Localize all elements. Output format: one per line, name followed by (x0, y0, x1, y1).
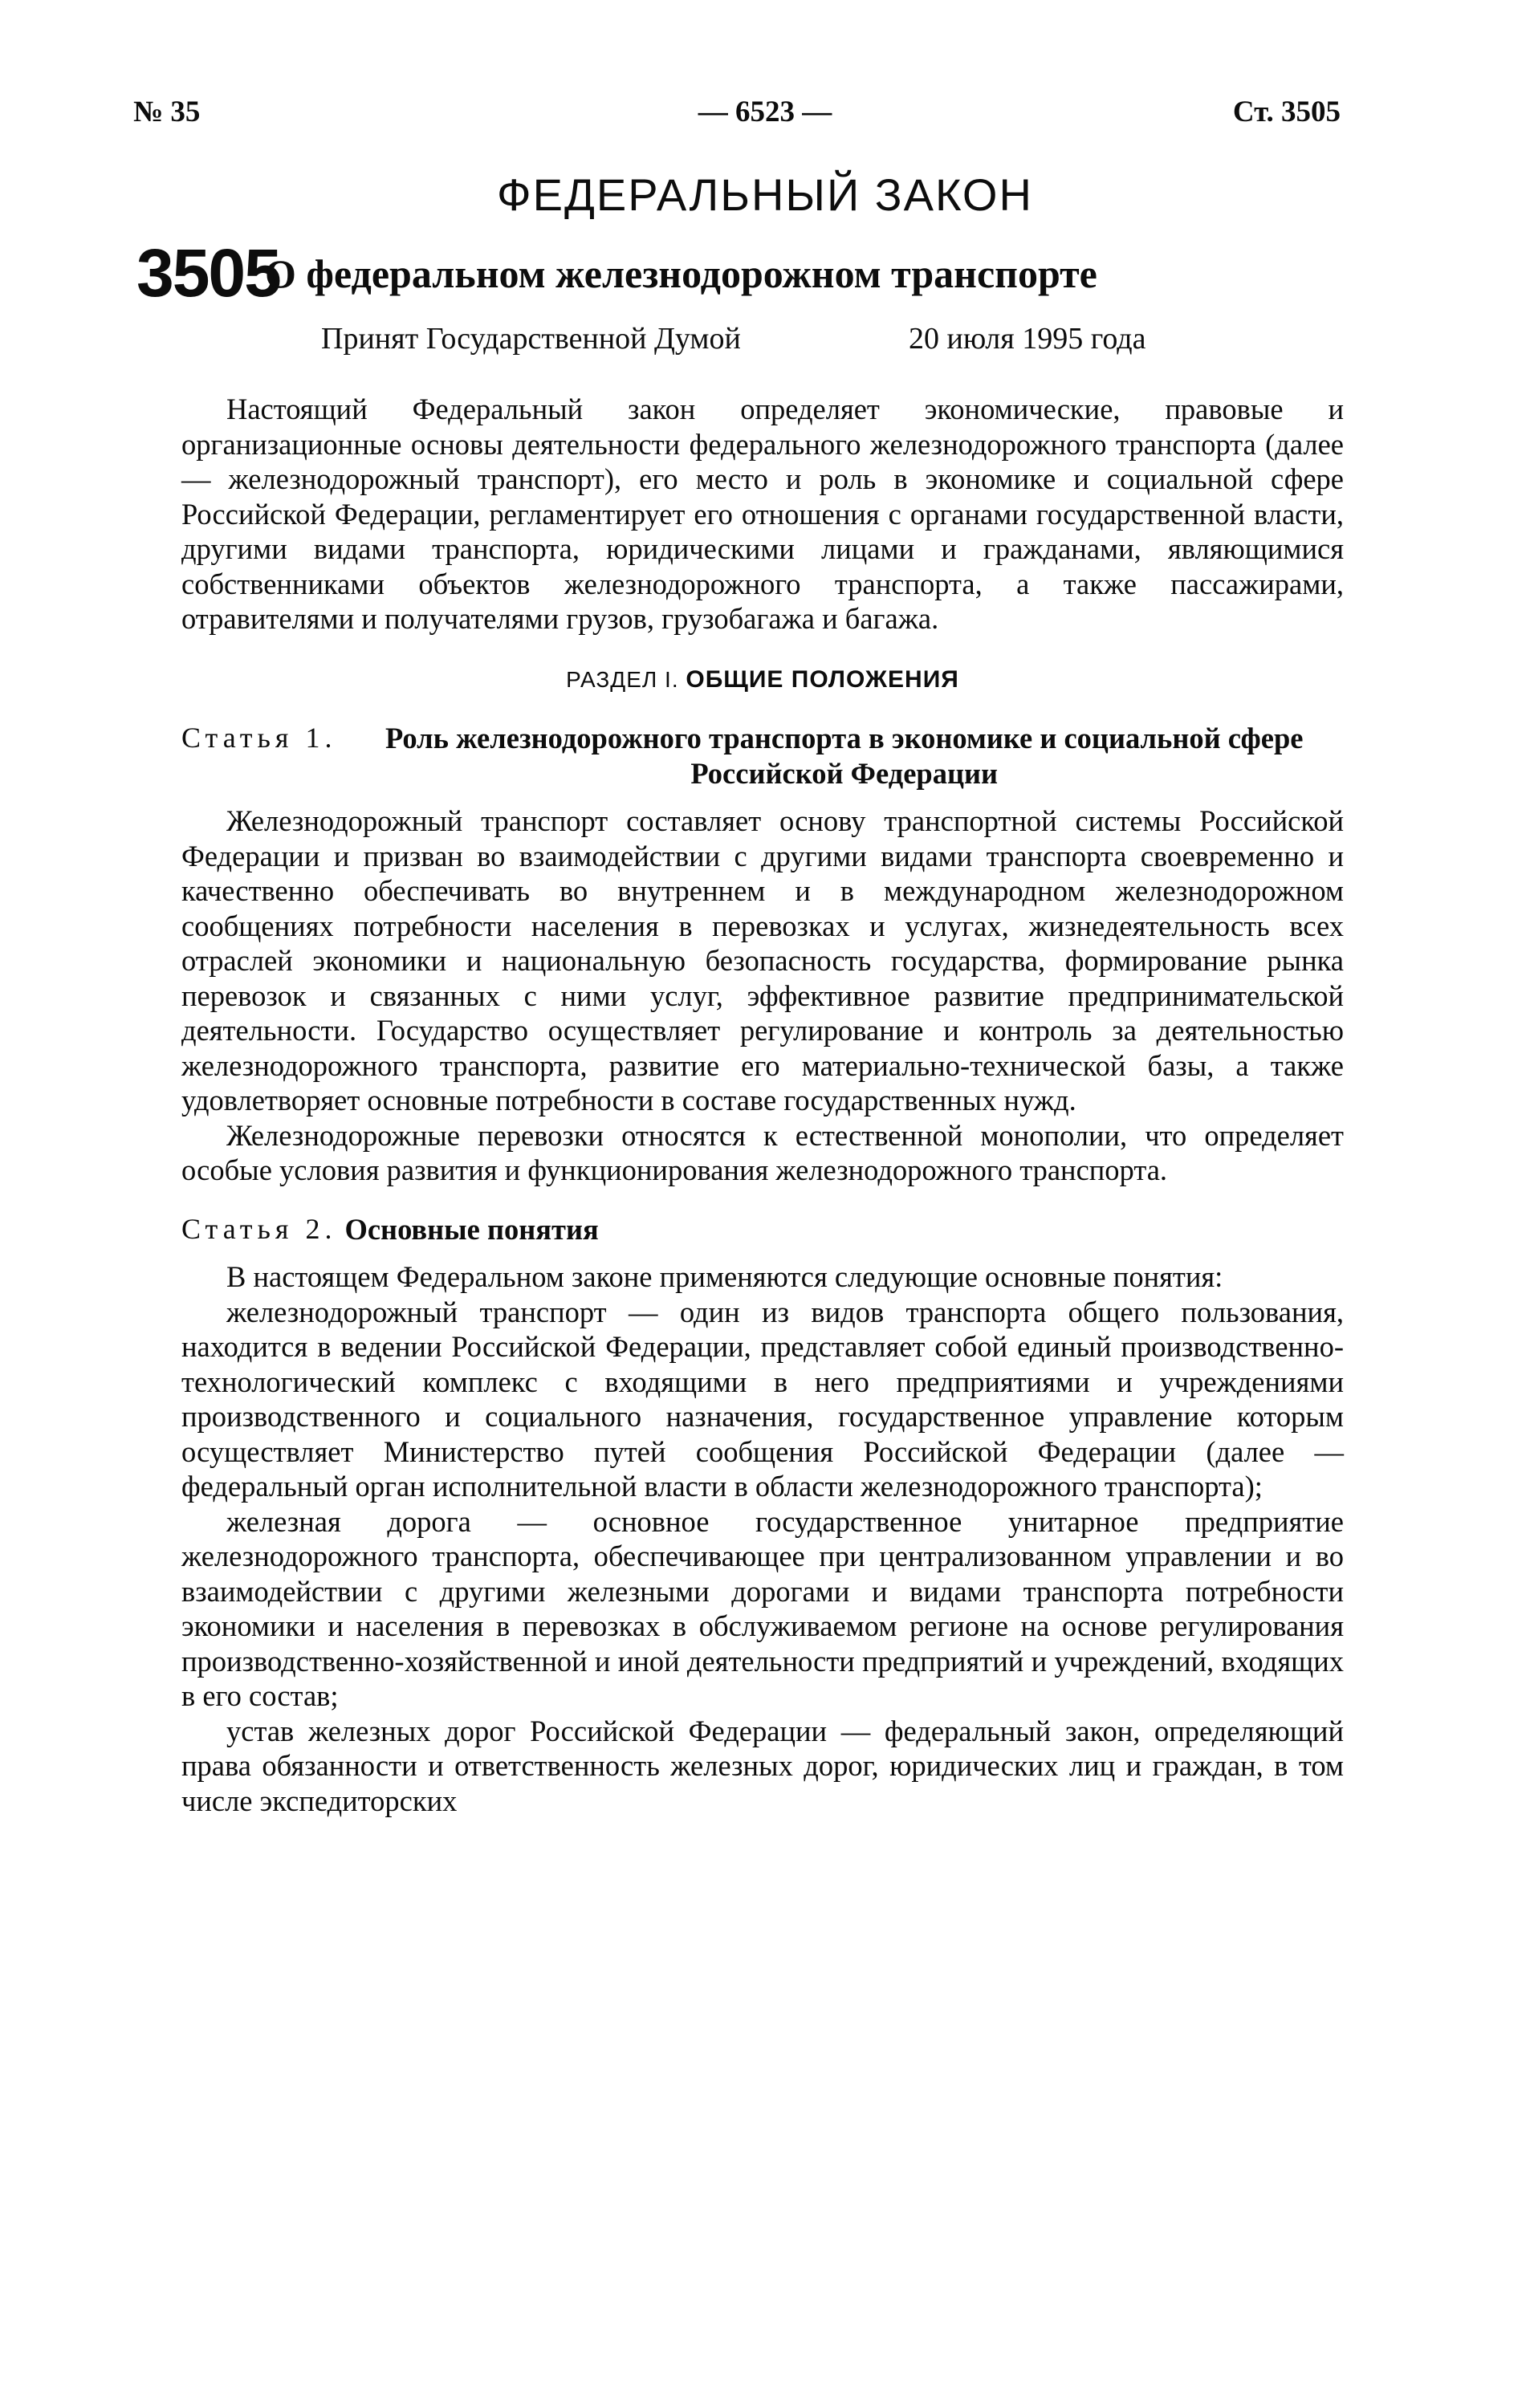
article-2-paragraph: железная дорога — основное государственное унитарное предприятие железнодорожного транспорта, обеспечивающее при централизованном управлении и во взаимодействии с другими железными дорогами и видами транспорта потребности экономики и населения в перевозках в обслуживаемом регионе на основе регулирования производственно-хозяйственной и иной деятельности предприятий и учреждений, входящих в его состав; (181, 1504, 1344, 1712)
article-2-paragraph: В настоящем Федеральном законе применяются следующие основные понятия: (226, 1260, 1223, 1293)
article-1-paragraph: Железнодорожные перевозки относятся к естественной монополии, что определяет особые условия развития и функционирования железнодорожного транспорта. (181, 1118, 1344, 1186)
article-2-paragraph: устав железных дорог Российской Федерации — федеральный закон, определяющий права обязанности и ответственность железных дорог, юридических лиц и граждан, в том числе экспедиторских (181, 1714, 1344, 1817)
section-heading (181, 662, 1344, 698)
article-2-label: Статья 2. (181, 1212, 337, 1245)
document-title: О федеральном железнодорожном транспорте (265, 251, 1097, 296)
article-2-heading (181, 1212, 1344, 1247)
adoption-body: Принят Государственной Думой (321, 322, 741, 356)
article-1-label: Статья 1. (181, 722, 337, 754)
article-1-title: Роль железнодорожного транспорта в экономике и социальной сфере Российской Федерации (385, 722, 1304, 790)
article-1-heading (181, 721, 1344, 791)
document-body (181, 392, 1344, 1818)
page-number: — 6523 — (698, 96, 832, 128)
article-2-paragraph: железнодорожный транспорт — один из видов транспорта общего пользования, находится в ведении Российской Федерации, представляет собой единый производственно-технологический комплекс с входящими в него предприятиями и учреждениями производственного и социального назначения, государственное управление которым осуществляет Министерство путей сообщения Российской Федерации (далее — федеральный орган исполнительной власти в области железнодорожного транспорта); (181, 1295, 1344, 1503)
article-reference: Ст. 3505 (1232, 96, 1341, 128)
adoption-date: 20 июля 1995 года (909, 322, 1146, 356)
section-label: РАЗДЕЛ I. (566, 666, 679, 692)
preamble-paragraph: Настоящий Федеральный закон определяет экономические, правовые и организационные основы деятельности федерального железнодорожного транспорта (далее — железнодорожный транспорт), его место и роль в экономике и социальной сфере Российской Федерации, регламентирует его отношения с органами государственной власти, другими видами транспорта, юридическими лицами и гражданами, являющимися собственниками объектов железнодорожного транспорта, а также пассажирами, отравителями и получателями грузов, грузобагажа и багажа. (181, 393, 1344, 635)
document-number: 3505 (136, 235, 280, 311)
document-type: ФЕДЕРАЛЬНЫЙ ЗАКОН (497, 169, 1033, 220)
issue-number: № 35 (133, 96, 201, 128)
article-1-paragraph: Железнодорожный транспорт составляет основу транспортной системы Российской Федерации и призван во взаимодействии с другими видами транспорта своевременно и качественно обеспечивать во внутреннем и в международном железнодорожном сообщениях потребности населения в перевозках и услугах, жизнедеятельность всех отраслей экономики и национальную безопасность государства, формирование рынка перевозок и связанных с ними услуг, эффективное развитие предпринимательской деятельности. Государство осуществляет регулирование и контроль за деятельностью железнодорожного транспорта, развитие его материально-технической базы, а также удовлетворяет основные потребности в составе государственных нужд. (181, 804, 1344, 1117)
article-2-title: Основные понятия (344, 1212, 599, 1246)
section-title: ОБЩИЕ ПОЛОЖЕНИЯ (686, 665, 959, 693)
